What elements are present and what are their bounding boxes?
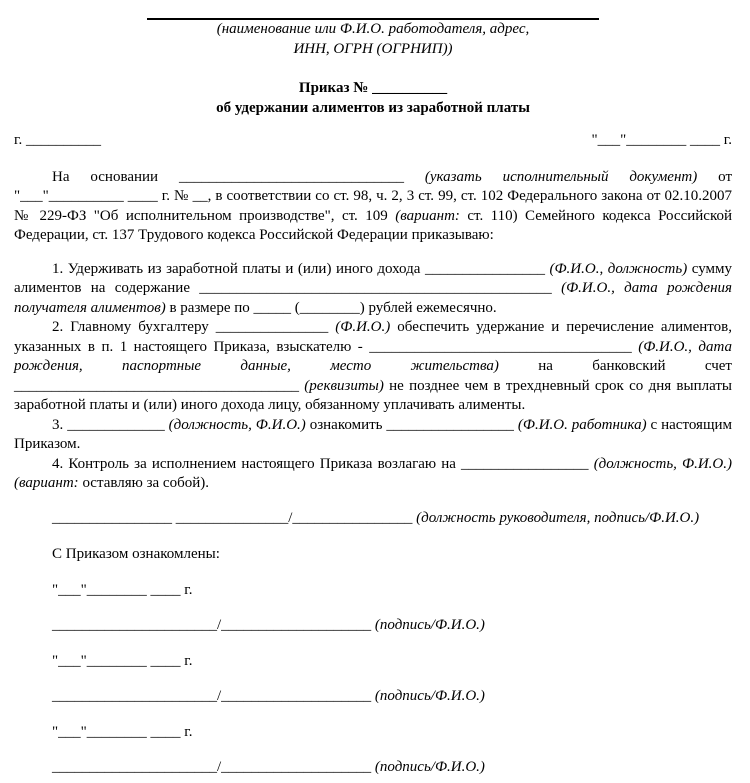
position-fio-hint: (должность, Ф.И.О.) — [593, 455, 732, 472]
order-title-block — [14, 79, 732, 118]
text-run: не позднее чем в трехдневный срок со дня выплаты заработной платы и (или) иного дохода лицу, обязанному уплачивать алименты. — [14, 377, 733, 413]
fio-hint: (Ф.И.О.) — [335, 319, 391, 335]
acknowledgement-heading: С Приказом ознакомлены: — [52, 546, 220, 562]
signature-fio-hint: (подпись/Ф.И.О.) — [374, 688, 485, 704]
text-run: 4. Контроль за исполнением настоящего Приказа возлагаю на _________________ — [52, 455, 594, 472]
director-signature-hint: (должность руководителя, подпись/Ф.И.О.) — [416, 509, 700, 526]
text-run: сумму алиментов на содержание _______________________________________________ — [14, 260, 733, 296]
signature-blanks: ______________________/____________________ — [52, 688, 375, 704]
text-run: обеспечить удержание и перечисление алиментов, указанных в п. 1 настоящего Приказа, взыскателю - ___________________________________ — [14, 319, 732, 355]
employer-name-blank-line — [147, 8, 599, 20]
text-run: ст. 110) Семейного кодекса Российской Федерации, ст. 137 Трудового кодекса Российской Федерации приказываю: — [14, 207, 732, 243]
employer-caption-line-2: ИНН, ОГРН (ОГРНИП)) — [293, 40, 453, 57]
acknowledgement-signature-2 — [14, 687, 732, 707]
text-run: на банковский счет ______________________________________ — [14, 358, 732, 394]
text-run: На основании ______________________________ — [52, 168, 425, 185]
signature-blanks: ______________________/____________________ — [52, 617, 375, 633]
text-run: от "___"__________ ____ г. № __, в соответствии со ст. 98, ч. 2, 3 ст. 99, ст. 102 Федерального закона от 02.10.2007 № 229-ФЗ "Об исполнительном производстве", ст. 109 — [14, 168, 733, 224]
order-number-title: Приказ № __________ — [298, 80, 448, 96]
order-item-1 — [14, 260, 732, 319]
variant-hint: (вариант: — [14, 475, 79, 491]
preamble-paragraph — [14, 168, 732, 246]
fio-position-hint: (Ф.И.О., должность) — [549, 260, 688, 277]
text-run: оставляю за собой). — [78, 475, 209, 491]
signature-fio-hint: (подпись/Ф.И.О.) — [374, 617, 485, 633]
date-field: "___"________ ____ г. — [591, 132, 732, 148]
text-run: с настоящим Приказом. — [14, 416, 733, 452]
signature-blanks: ________________ _______________/________________ — [52, 509, 417, 526]
text-run: ознакомить _________________ — [305, 416, 518, 433]
order-subject-title: об удержании алиментов из заработной платы — [216, 99, 530, 116]
order-item-3 — [14, 416, 732, 455]
order-item-4 — [14, 455, 732, 494]
signature-fio-hint: (подпись/Ф.И.О.) — [374, 759, 485, 775]
recipient-hint: (Ф.И.О., дата рождения получателя алиментов) — [14, 280, 733, 316]
employer-caption-line-1: (наименование или Ф.И.О. работодателя, адрес, — [216, 21, 530, 37]
city-field: г. __________ — [14, 132, 101, 148]
text-run: в размере по _____ (________) рублей ежемесячно. — [165, 299, 497, 316]
text-run: 1. Удерживать из заработной платы и (или) иного дохода ________________ — [52, 260, 550, 277]
director-signature-line — [14, 509, 732, 529]
signature-blanks: ______________________/____________________ — [52, 759, 375, 775]
text-run: 3. _____________ — [52, 416, 169, 433]
claimant-details-hint: (Ф.И.О., дата рождения, паспортные данные, место жительства) — [14, 338, 732, 374]
text-run: 2. Главному бухгалтеру _______________ — [52, 319, 336, 335]
variant-hint: (вариант: — [395, 207, 460, 224]
city-date-row — [14, 131, 732, 151]
acknowledgement-date-3: "___"________ ____ г. — [52, 723, 193, 740]
acknowledgement-date-1: "___"________ ____ г. — [52, 581, 193, 598]
position-fio-hint: (должность, Ф.И.О.) — [168, 416, 306, 433]
order-item-2 — [14, 318, 732, 416]
employee-fio-hint: (Ф.И.О. работника) — [517, 416, 647, 433]
bank-details-hint: (реквизиты) — [304, 377, 384, 394]
acknowledgement-date-2: "___"________ ____ г. — [52, 652, 193, 669]
acknowledgement-signature-3 — [14, 758, 732, 778]
acknowledgement-signature-1 — [14, 616, 732, 636]
executive-document-hint: (указать исполнительный документ) — [424, 168, 698, 185]
